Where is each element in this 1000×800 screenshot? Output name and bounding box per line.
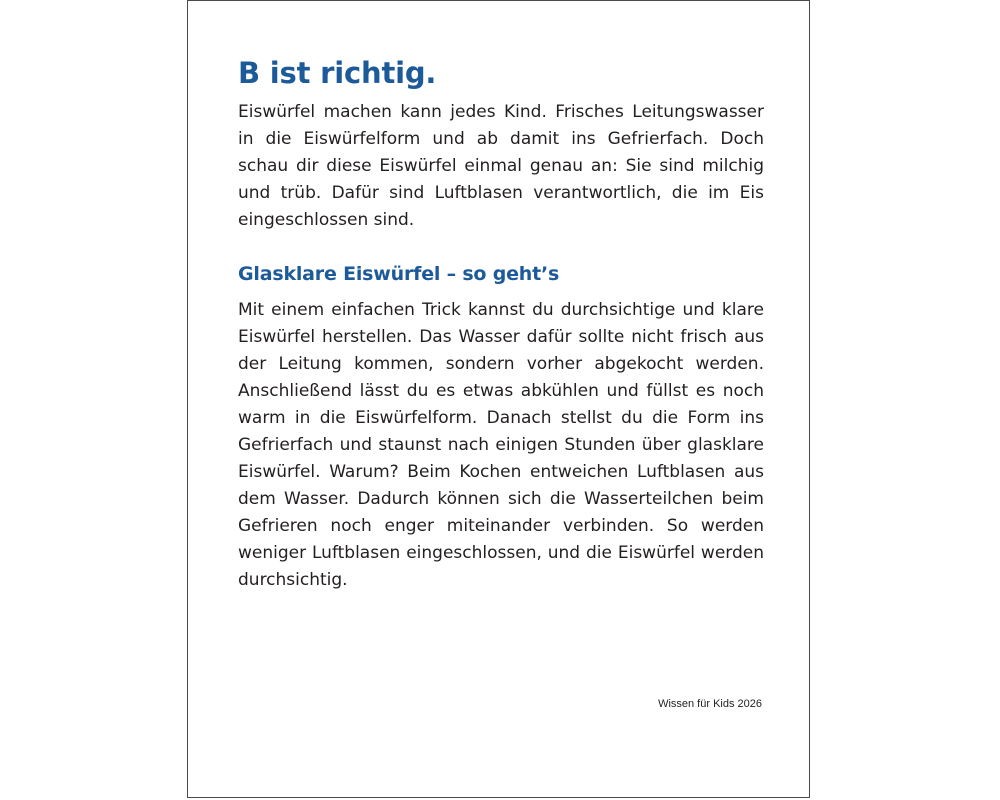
page-content [238, 56, 764, 594]
section-subheading: Glasklare Eiswürfel – so geht’s [238, 263, 560, 285]
answer-headline: B ist richtig. [238, 56, 437, 90]
document-page [187, 0, 810, 798]
body-paragraph: Mit einem einfachen Trick kannst du durchsichtige und klare Eiswürfel herstellen. Das Wasser dafür sollte nicht frisch aus der Leitung kommen, sondern vorher abgekocht werden. Anschließend lässt du es etwas abkühlen und füllst es noch warm in die Eiswürfelform. Danach stellst du die Form ins Gefrierfach und staunst nach einigen Stunden über glasklare Eiswürfel. Warum? Beim Kochen entweichen Luftblasen aus dem Wasser. Dadurch können sich die Wasserteilchen beim Gefrieren noch enger miteinander verbinden. So werden weniger Luftblasen eingeschlossen, und die Eiswürfel werden durchsichtig. [238, 300, 764, 590]
intro-paragraph: Eiswürfel machen kann jedes Kind. Frisches Leitungswasser in die Eiswürfelform und ab damit ins Gefrierfach. Doch schau dir diese Eiswürfel einmal genau an: Sie sind milchig und trüb. Dafür sind Luftblasen verantwortlich, die im Eis eingeschlossen sind. [238, 102, 764, 230]
page-footer: Wissen für Kids 2026 [658, 698, 762, 710]
